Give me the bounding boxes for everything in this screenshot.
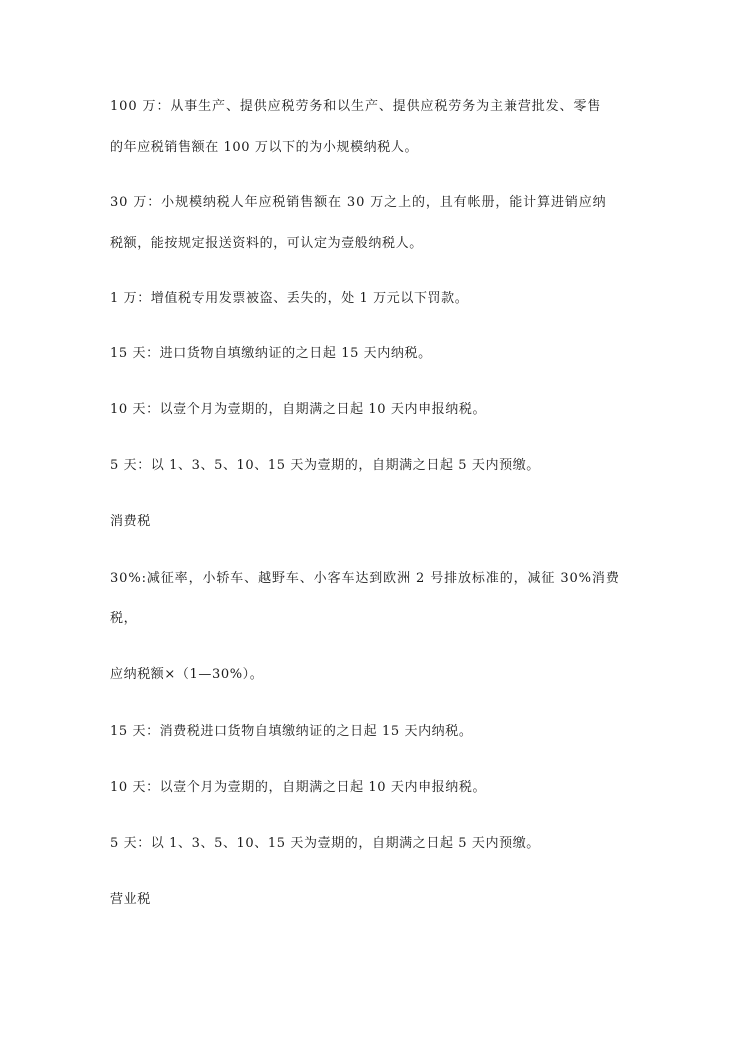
vat-15day-line: 15 天：进口货物自填缴纳证的之日起 15 天内纳税。	[110, 346, 432, 361]
vat-5day-line: 5 天：以 1、3、5、10、15 天为壹期的，自期满之日起 5 天内预缴。	[110, 458, 540, 473]
vat-100w-line1: 100 万：从事生产、提供应税劳务和以生产、提供应税劳务为主兼营批发、零售	[110, 99, 602, 114]
ct-5day-line: 5 天：以 1、3、5、10、15 天为壹期的，自期满之日起 5 天内预缴。	[110, 836, 540, 851]
section-heading-business-tax: 营业税	[110, 892, 151, 907]
vat-30w-line1: 30 万：小规模纳税人年应税销售额在 30 万之上的，且有帐册，能计算进销应纳	[110, 195, 607, 210]
ct-15day-line: 15 天：消费税进口货物自填缴纳证的之日起 15 天内纳税。	[110, 724, 473, 739]
ct-formula-line: 应纳税额×（1—30%）。	[110, 667, 264, 682]
ct-30pct-line1: 30%:减征率，小轿车、越野车、小客车达到欧洲 2 号排放标准的，减征 30%消费	[110, 571, 620, 586]
ct-10day-line: 10 天：以壹个月为壹期的，自期满之日起 10 天内申报纳税。	[110, 780, 487, 795]
vat-1w-line: 1 万：增值税专用发票被盗、丢失的，处 1 万元以下罚款。	[110, 291, 469, 306]
vat-10day-line: 10 天：以壹个月为壹期的，自期满之日起 10 天内申报纳税。	[110, 402, 487, 417]
vat-30w-line2: 税额，能按规定报送资料的，可认定为壹般纳税人。	[110, 236, 423, 251]
ct-30pct-line2: 税，	[110, 611, 138, 626]
section-heading-consumption-tax: 消费税	[110, 514, 151, 529]
vat-100w-line2: 的年应税销售额在 100 万以下的为小规模纳税人。	[110, 140, 419, 155]
